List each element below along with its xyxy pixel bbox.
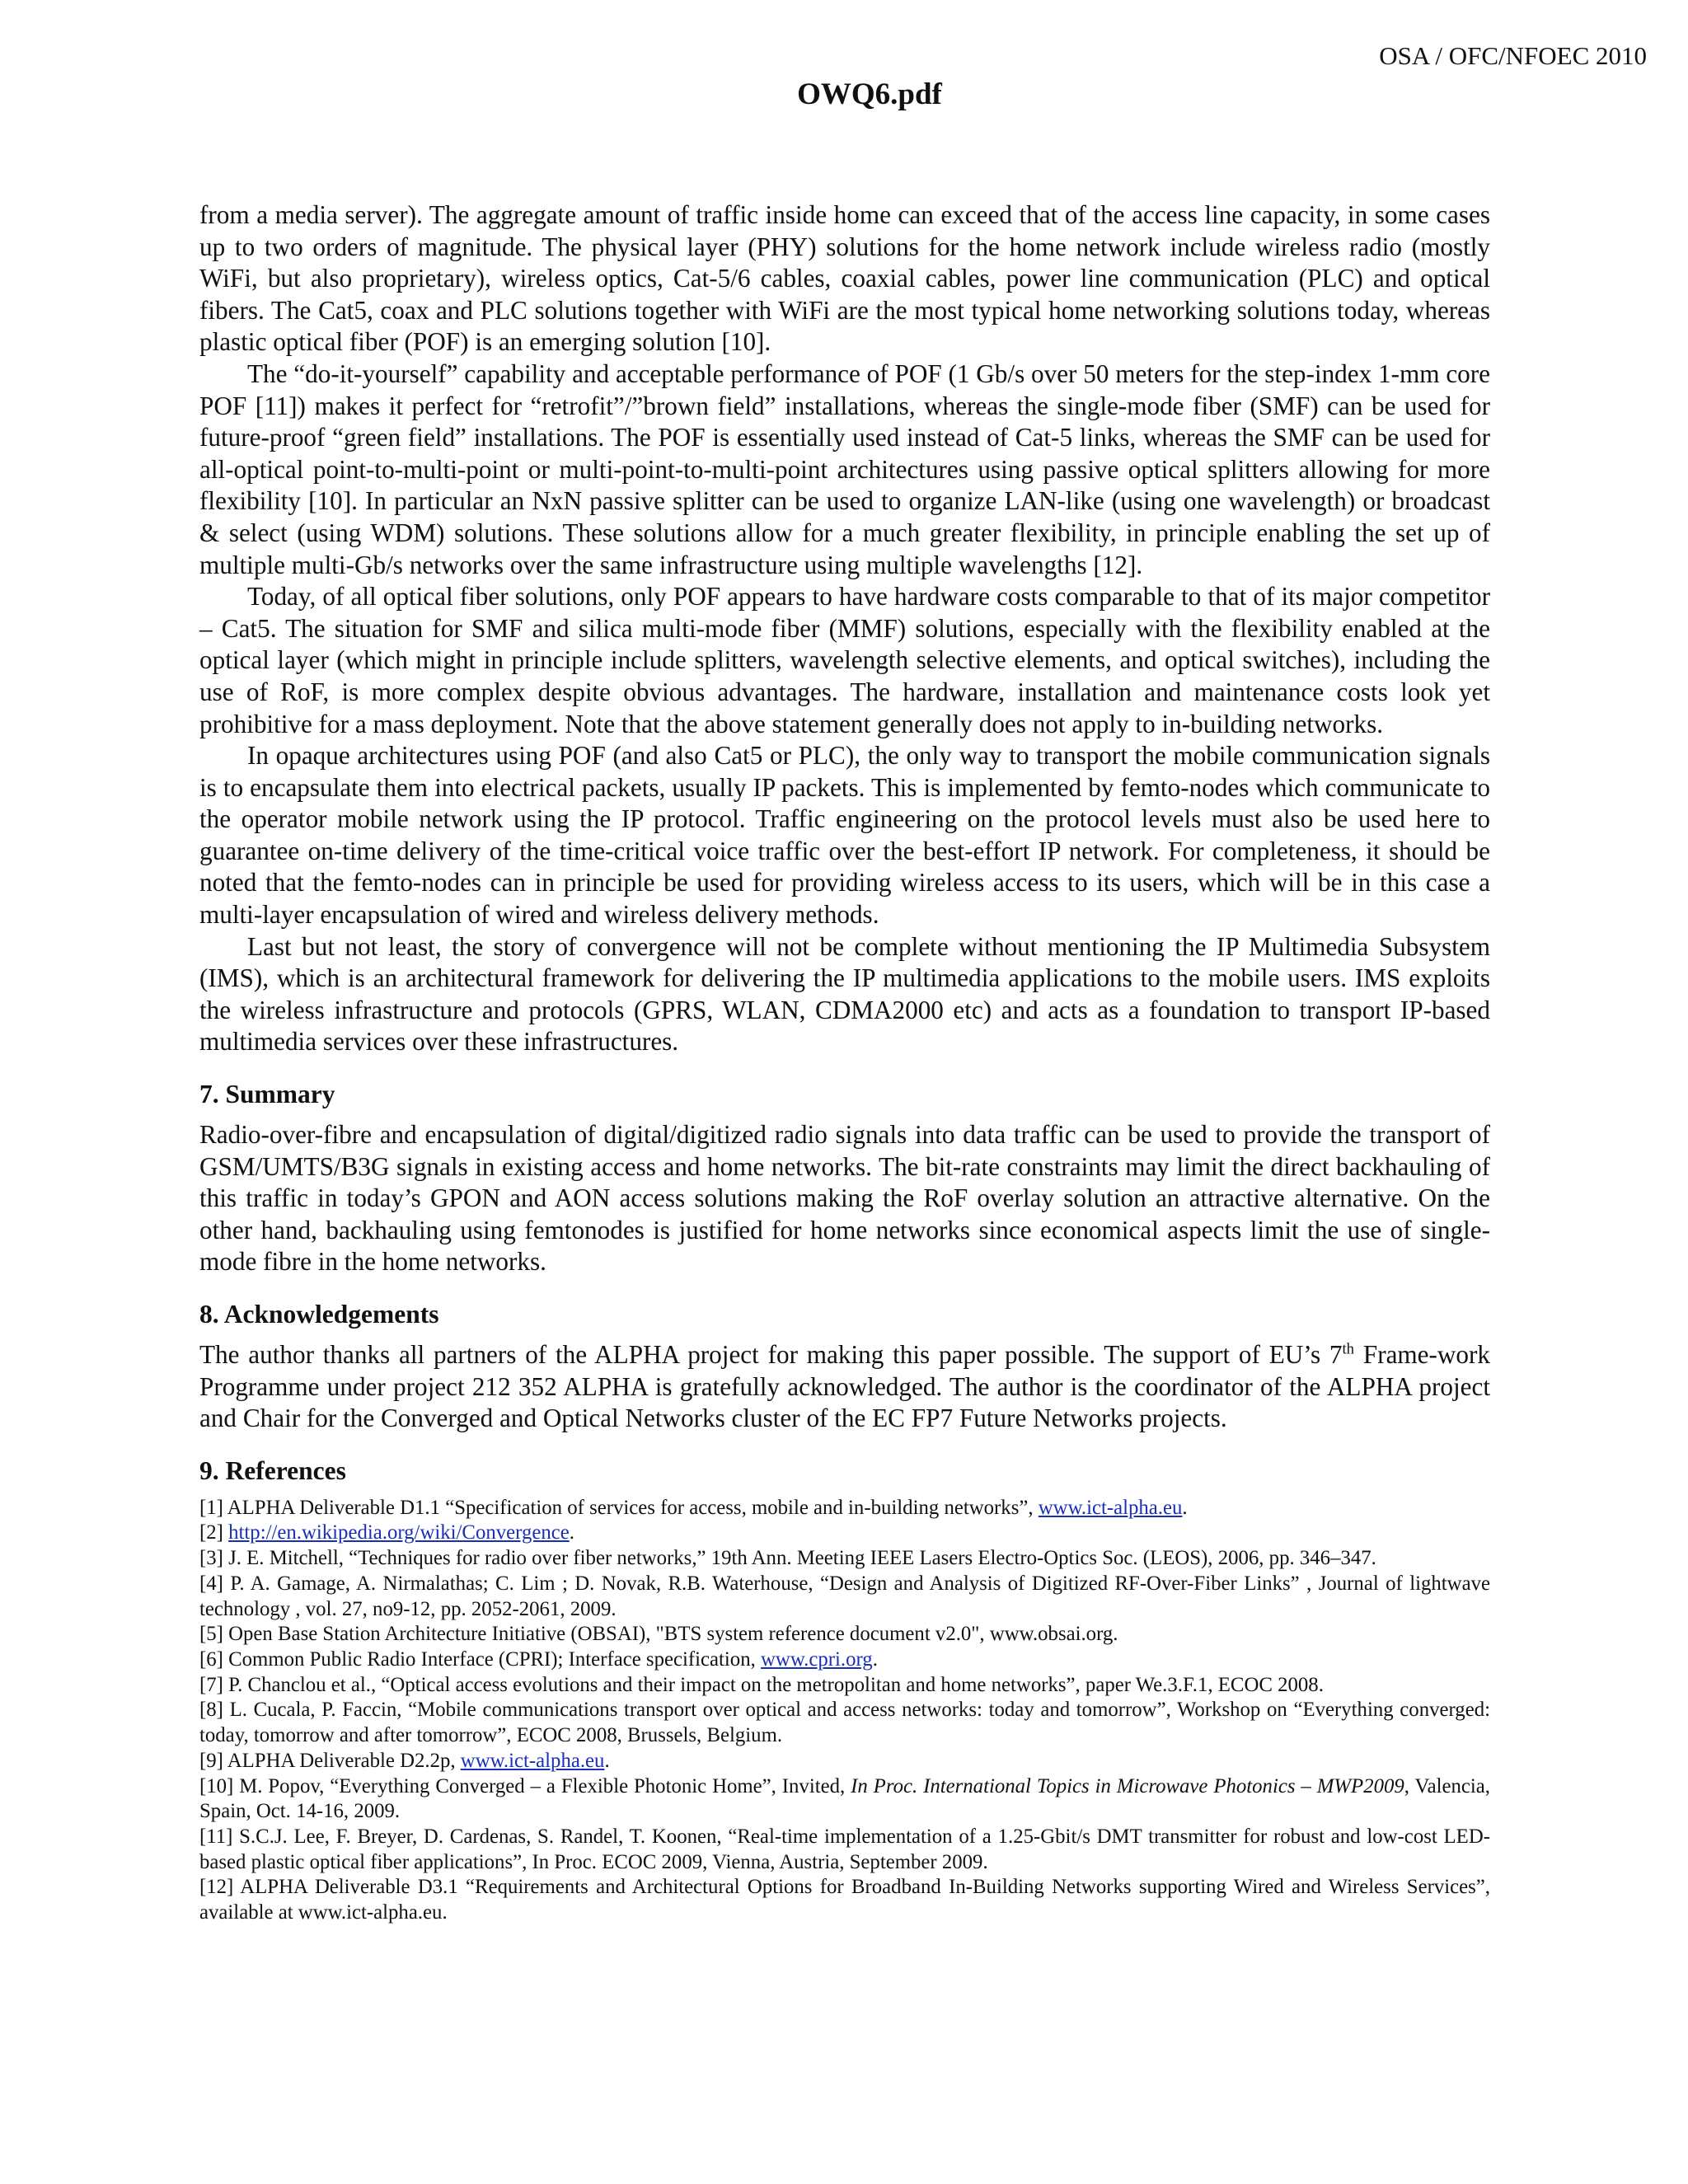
reference-2-link[interactable]: http://en.wikipedia.org/wiki/Convergence — [228, 1521, 570, 1544]
reference-5: [5] Open Base Station Architecture Initiative (OBSAI), "BTS system reference document v2.0", www.obsai.org. — [199, 1623, 1118, 1646]
reference-3: [3] J. E. Mitchell, “Techniques for radio over fiber networks,” 19th Ann. Meeting IEEE Lasers Electro-Optics Soc. (LEOS), 2006, pp. 346–347. — [199, 1547, 1376, 1570]
acknowledgements-heading: 8. Acknowledgements — [199, 1300, 439, 1329]
reference-1 — [199, 1496, 1490, 1521]
venue-label: OSA / OFC/NFOEC 2010 — [1379, 41, 1647, 70]
reference-list — [199, 1496, 1490, 1926]
acknowledgements-text-2: Frame-work Programme under project 212 352 ALPHA is gratefully acknowledged. The author is the coordinator of the ALPHA project and Chair for the Converged and Optical Networks cluster of the EC FP7 Future Networks projects. — [199, 1340, 1491, 1433]
reference-2-text: [2] — [199, 1521, 229, 1544]
reference-1-link[interactable]: www.ict-alpha.eu — [1038, 1496, 1183, 1519]
acknowledgements-superscript: th — [1342, 1340, 1355, 1358]
body-paragraph-1: from a media server). The aggregate amount of traffic inside home can exceed that of the access line capacity, in some cases up to two orders of magnitude. The physical layer (PHY) solutions for the home network include wireless radio (mostly WiFi, but also proprietary), wireless optics, Cat-5/6 cables, coaxial cables, power line communication (PLC) and optical fibers. The Cat5, coax and PLC solutions together with WiFi are the most typical home networking solutions today, whereas plastic optical fiber (POF) is an emerging solution [10]. — [199, 200, 1490, 357]
reference-6-text: [6] Common Public Radio Interface (CPRI); Interface specification, — [199, 1648, 762, 1671]
reference-12: [12] ALPHA Deliverable D3.1 “Requirements and Architectural Options for Broadband In-Building Networks supporting Wired and Wireless Services”, available at www.ict-alpha.eu. — [199, 1876, 1490, 1924]
reference-6-link[interactable]: www.cpri.org — [761, 1648, 873, 1671]
reference-9-link[interactable]: www.ict-alpha.eu — [460, 1749, 605, 1772]
reference-9 — [199, 1749, 1490, 1774]
reference-7: [7] P. Chanclou et al., “Optical access evolutions and their impact on the metropolitan and home networks”, paper We.3.F.1, ECOC 2008. — [199, 1673, 1324, 1696]
reference-6 — [199, 1647, 1490, 1673]
reference-8: [8] L. Cucala, P. Faccin, “Mobile communications transport over optical and access networks: today and tomorrow”, Workshop on “Everything converged: today, tomorrow and after tomorrow”, ECOC 2008, Brussels, Belgium. — [199, 1699, 1490, 1747]
reference-10-tail: , Valencia, Spain, Oct. 14-16, 2009. — [199, 1774, 1490, 1823]
document-title: OWQ6.pdf — [797, 77, 942, 111]
body-paragraph-3: Today, of all optical fiber solutions, only POF appears to have hardware costs comparable to that of its major competitor – Cat5. The situation for SMF and silica multi-mode fiber (MMF) solutions, especially with the flexibility enabled at the optical layer (which might in principle include splitters, wavelength selective elements, and optical switches), including the use of RoF, is more complex despite obvious advantages. The hardware, installation and maintenance costs look yet prohibitive for a mass deployment. Note that the above statement generally does not apply to in-building networks. — [199, 582, 1490, 738]
summary-paragraph: Radio-over-fibre and encapsulation of digital/digitized radio signals into data traffic can be used to provide the transport of GSM/UMTS/B3G signals in existing access and home networks. The bit-rate constraints may limit the direct backhauling of this traffic in today’s GPON and AON access solutions making the RoF overlay solution an attractive alternative. On the other hand, backhauling using femtonodes is justified for home networks since economical aspects limit the use of single-mode fibre in the home networks. — [199, 1120, 1490, 1277]
reference-2 — [199, 1521, 1490, 1546]
page-content — [199, 199, 1490, 1926]
acknowledgements-text-1: The author thanks all partners of the ALPHA project for making this paper possible. The support of EU’s 7 — [199, 1340, 1343, 1369]
acknowledgements-paragraph — [199, 1339, 1490, 1435]
reference-2-tail: . — [569, 1521, 574, 1544]
reference-10-text: [10] M. Popov, “Everything Converged – a Flexible Photonic Home”, Invited, — [199, 1774, 851, 1797]
references-heading: 9. References — [199, 1455, 346, 1485]
reference-9-tail: . — [604, 1749, 610, 1772]
reference-10 — [199, 1774, 1490, 1825]
reference-9-text: [9] ALPHA Deliverable D2.2p, — [199, 1749, 461, 1772]
reference-4: [4] P. A. Gamage, A. Nirmalathas; C. Lim ; D. Novak, R.B. Waterhouse, “Design and Analysis of Digitized RF-Over-Fiber Links” , Journal of lightwave technology , vol. 27, no9-12, pp. 2052-2061, 2009. — [199, 1572, 1490, 1620]
body-paragraph-2: The “do-it-yourself” capability and acceptable performance of POF (1 Gb/s over 50 meters for the step-index 1-mm core POF [11]) makes it perfect for “retrofit”/”brown field” installations, whereas the single-mode fiber (SMF) can be used for future-proof “green field” installations. The POF is essentially used instead of Cat-5 links, whereas the SMF can be used for all-optical point-to-multi-point or multi-point-to-multi-point architectures using passive optical splitters allowing for more flexibility [10]. In particular an NxN passive splitter can be used to organize LAN-like (using one wavelength) or broadcast & select (using WDM) solutions. These solutions allow for a much greater flexibility, in principle enabling the set up of multiple multi-Gb/s networks over the same infrastructure using multiple wavelengths [12]. — [199, 359, 1490, 579]
body-paragraph-4: In opaque architectures using POF (and also Cat5 or PLC), the only way to transport the mobile communication signals is to encapsulate them into electrical packets, usually IP packets. This is implemented by femto-nodes which communicate to the operator mobile network using the IP protocol. Traffic engineering on the protocol levels must also be used here to guarantee on-time delivery of the time-critical voice traffic over the best-effort IP network. For completeness, it should be noted that the femto-nodes can in principle be used for providing wireless access to its users, which will be in this case a multi-layer encapsulation of wired and wireless delivery methods. — [199, 741, 1490, 930]
summary-heading: 7. Summary — [199, 1080, 335, 1109]
reference-6-tail: . — [872, 1648, 878, 1671]
reference-1-tail: . — [1182, 1496, 1188, 1519]
reference-11: [11] S.C.J. Lee, F. Breyer, D. Cardenas, S. Randel, T. Koonen, “Real-time implementation of a 1.25-Gbit/s DMT transmitter for robust and low-cost LED-based plastic optical fiber applications”, In Proc. ECOC 2009, Vienna, Austria, September 2009. — [199, 1825, 1490, 1873]
reference-10-italic: In Proc. International Topics in Microwave Photonics – MWP2009 — [851, 1774, 1404, 1797]
reference-1-text: [1] ALPHA Deliverable D1.1 “Specification of services for access, mobile and in-building networks”, — [199, 1496, 1039, 1519]
body-paragraph-5: Last but not least, the story of convergence will not be complete without mentioning the IP Multimedia Subsystem (IMS), which is an architectural framework for delivering the IP multimedia applications to the mobile users. IMS exploits the wireless infrastructure and protocols (GPRS, WLAN, CDMA2000 etc) and acts as a foundation to transport IP-based multimedia services over these infrastructures. — [199, 931, 1490, 1057]
